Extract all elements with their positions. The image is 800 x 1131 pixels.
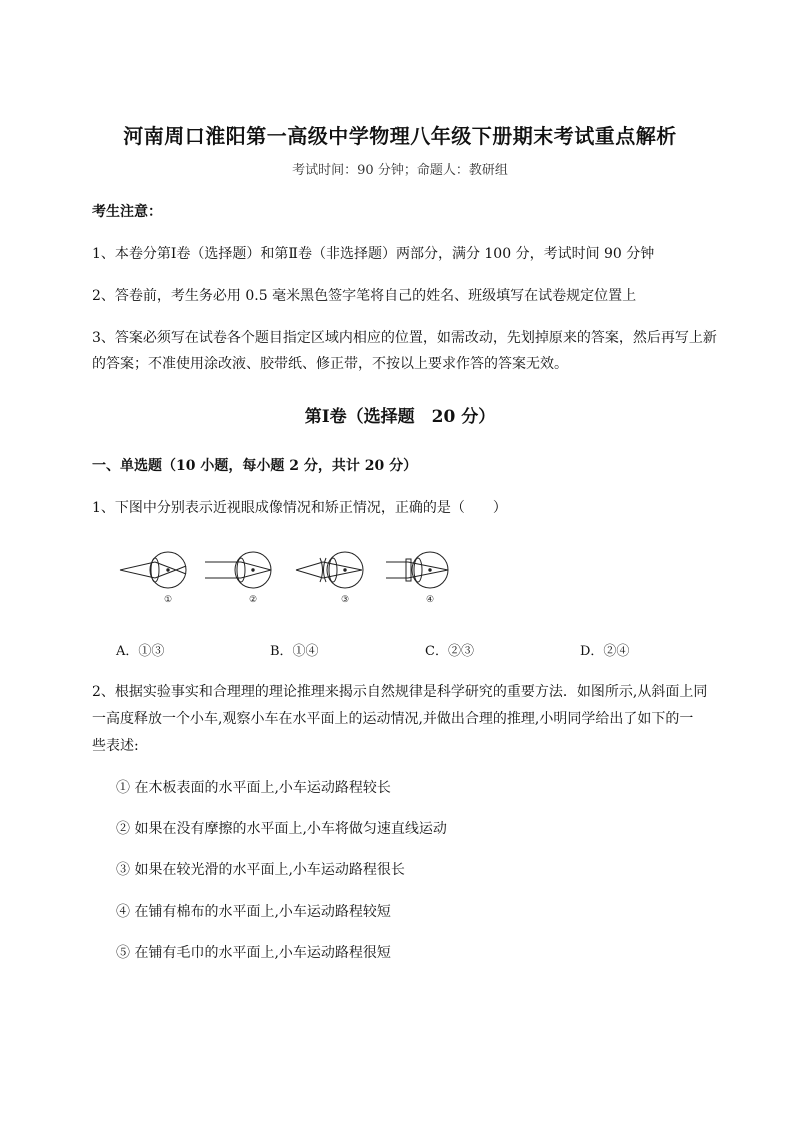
- notice-item: 3、答案必须写在试卷各个题目指定区域内相应的位置，如需改动，先划掉原来的答案，然后再写上新: [92, 330, 717, 346]
- eye-diagram-2: [205, 552, 271, 588]
- question-2-stem-line: 些表述:: [92, 738, 139, 754]
- notice-item: 1、本卷分第Ⅰ卷（选择题）和第Ⅱ卷（非选择题）两部分，满分 100 分，考试时间 90 分钟: [92, 246, 655, 262]
- eye-diagram-3: [296, 552, 363, 588]
- eye-diagrams-figure: [110, 542, 460, 612]
- exam-info: 考试时间：90 分钟；命题人：教研组: [292, 163, 508, 178]
- part-heading: 一、单选题（10 小题，每小题 2 分，共计 20 分）: [92, 458, 418, 474]
- statement-item: ① 在木板表面的水平面上,小车运动路程较长: [116, 780, 391, 796]
- section-title: 第Ⅰ卷（选择题 20 分）: [304, 407, 496, 427]
- eye-diagram-4: [386, 552, 448, 588]
- question-2-stem-line: 2、根据实验事实和合理理的理论推理来揭示自然规律是科学研究的重要方法．如图所示,从斜面上同: [92, 684, 708, 700]
- statement-item: ⑤ 在铺有毛巾的水平面上,小车运动路程很短: [116, 945, 391, 961]
- answer-option-a: A．①③: [116, 644, 165, 659]
- figure-label: ④: [426, 595, 435, 605]
- notice-heading: 考生注意：: [92, 204, 162, 220]
- answer-option-d: D．②④: [580, 644, 630, 659]
- question-2-stem-line: 一高度释放一个小车,观察小车在水平面上的运动情况,并做出合理的推理,小明同学给出了如下的一: [92, 711, 694, 727]
- answer-option-c: C．②③: [425, 644, 474, 659]
- page-title: 河南周口淮阳第一高级中学物理八年级下册期末考试重点解析: [123, 124, 677, 148]
- question-1-stem: 1、下图中分别表示近视眼成像情况和矫正情况，正确的是（ ）: [92, 500, 507, 516]
- figure-label: ①: [164, 595, 173, 605]
- statement-item: ④ 在铺有棉布的水平面上,小车运动路程较短: [116, 904, 391, 920]
- eye-diagram-1: [120, 552, 186, 588]
- answer-option-b: B．①④: [270, 644, 319, 659]
- figure-label: ③: [341, 595, 350, 605]
- figure-label: ②: [249, 595, 258, 605]
- notice-item: 2、答卷前，考生务必用 0.5 毫米黑色签字笔将自己的姓名、班级填写在试卷规定位置上: [92, 288, 637, 304]
- statement-item: ② 如果在没有摩擦的水平面上,小车将做匀速直线运动: [116, 821, 447, 837]
- notice-item: 的答案；不准使用涂改液、胶带纸、修正带，不按以上要求作答的答案无效。: [92, 356, 568, 372]
- statement-item: ③ 如果在较光滑的水平面上,小车运动路程很长: [116, 862, 405, 878]
